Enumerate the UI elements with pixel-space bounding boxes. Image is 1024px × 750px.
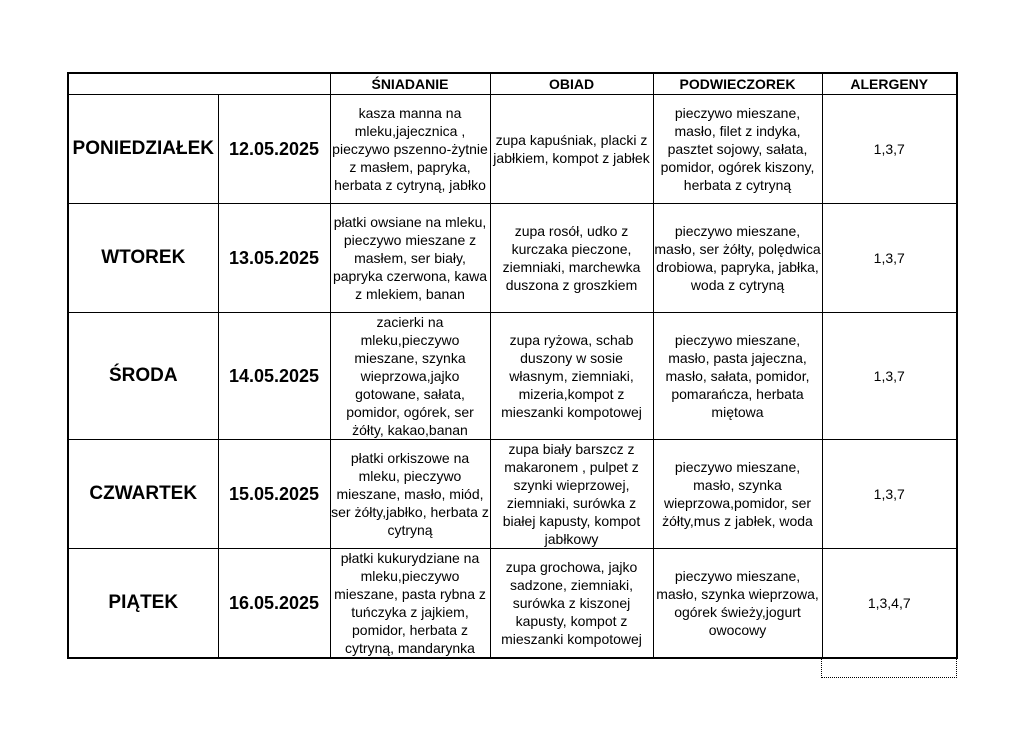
lunch-cell: zupa biały barszcz z makaronem , pulpet z szynki wieprzowej, ziemniaki, surówka z białej kapusty, kompot jabłkowy <box>490 440 653 549</box>
allergens-cell: 1,3,7 <box>822 95 957 204</box>
day-date: 15.05.2025 <box>218 440 330 549</box>
header-lunch: OBIAD <box>490 73 653 95</box>
lunch-cell: zupa grochowa, jajko sadzone, ziemniaki, surówka z kiszonej kapusty, kompot z mieszanki kompotowej <box>490 549 653 659</box>
day-date: 14.05.2025 <box>218 313 330 440</box>
table-row <box>68 95 957 204</box>
table-row <box>68 549 957 659</box>
day-name: CZWARTEK <box>68 440 218 549</box>
lunch-cell: zupa ryżowa, schab duszony w sosie własnym, ziemniaki, mizeria,kompot z mieszanki kompotowej <box>490 313 653 440</box>
day-date: 13.05.2025 <box>218 204 330 313</box>
day-name: WTOREK <box>68 204 218 313</box>
snack-cell: pieczywo mieszane, masło, filet z indyka, pasztet sojowy, sałata, pomidor, ogórek kiszony, herbata z cytryną <box>653 95 822 204</box>
empty-dotted-cell <box>821 657 957 678</box>
snack-cell: pieczywo mieszane, masło, szynka wieprzowa,pomidor, ser żółty,mus z jabłek, woda <box>653 440 822 549</box>
breakfast-cell: płatki orkiszowe na mleku, pieczywo mieszane, masło, miód, ser żółty,jabłko, herbata z cytryną <box>330 440 490 549</box>
allergens-cell: 1,3,7 <box>822 204 957 313</box>
snack-cell: pieczywo mieszane, masło, szynka wieprzowa, ogórek świeży,jogurt owocowy <box>653 549 822 659</box>
header-row <box>68 73 957 95</box>
header-snack: PODWIECZOREK <box>653 73 822 95</box>
day-date: 16.05.2025 <box>218 549 330 659</box>
table-row <box>68 204 957 313</box>
header-blank <box>68 73 330 95</box>
day-name: PONIEDZIAŁEK <box>68 95 218 204</box>
lunch-cell: zupa kapuśniak, placki z jabłkiem, kompot z jabłek <box>490 95 653 204</box>
allergens-cell: 1,3,7 <box>822 313 957 440</box>
header-allergens: ALERGENY <box>822 73 957 95</box>
allergens-cell: 1,3,4,7 <box>822 549 957 659</box>
table-row <box>68 440 957 549</box>
breakfast-cell: kasza manna na mleku,jajecznica , pieczywo pszenno-żytnie z masłem, papryka, herbata z cytryną, jabłko <box>330 95 490 204</box>
day-name: PIĄTEK <box>68 549 218 659</box>
allergens-cell: 1,3,7 <box>822 440 957 549</box>
snack-cell: pieczywo mieszane, masło, ser żółty, polędwica drobiowa, papryka, jabłka, woda z cytryną <box>653 204 822 313</box>
weekly-menu-table <box>67 72 958 659</box>
lunch-cell: zupa rosół, udko z kurczaka pieczone, ziemniaki, marchewka duszona z groszkiem <box>490 204 653 313</box>
breakfast-cell: płatki kukurydziane na mleku,pieczywo mieszane, pasta rybna z tuńczyka z jajkiem, pomidor, herbata z cytryną, mandarynka <box>330 549 490 659</box>
breakfast-cell: płatki owsiane na mleku, pieczywo mieszane z masłem, ser biały, papryka czerwona, kawa z mlekiem, banan <box>330 204 490 313</box>
day-name: ŚRODA <box>68 313 218 440</box>
header-breakfast: ŚNIADANIE <box>330 73 490 95</box>
breakfast-cell: zacierki na mleku,pieczywo mieszane, szynka wieprzowa,jajko gotowane, sałata, pomidor, ogórek, ser żółty, kakao,banan <box>330 313 490 440</box>
snack-cell: pieczywo mieszane, masło, pasta jajeczna, masło, sałata, pomidor, pomarańcza, herbata miętowa <box>653 313 822 440</box>
day-date: 12.05.2025 <box>218 95 330 204</box>
table-row <box>68 313 957 440</box>
